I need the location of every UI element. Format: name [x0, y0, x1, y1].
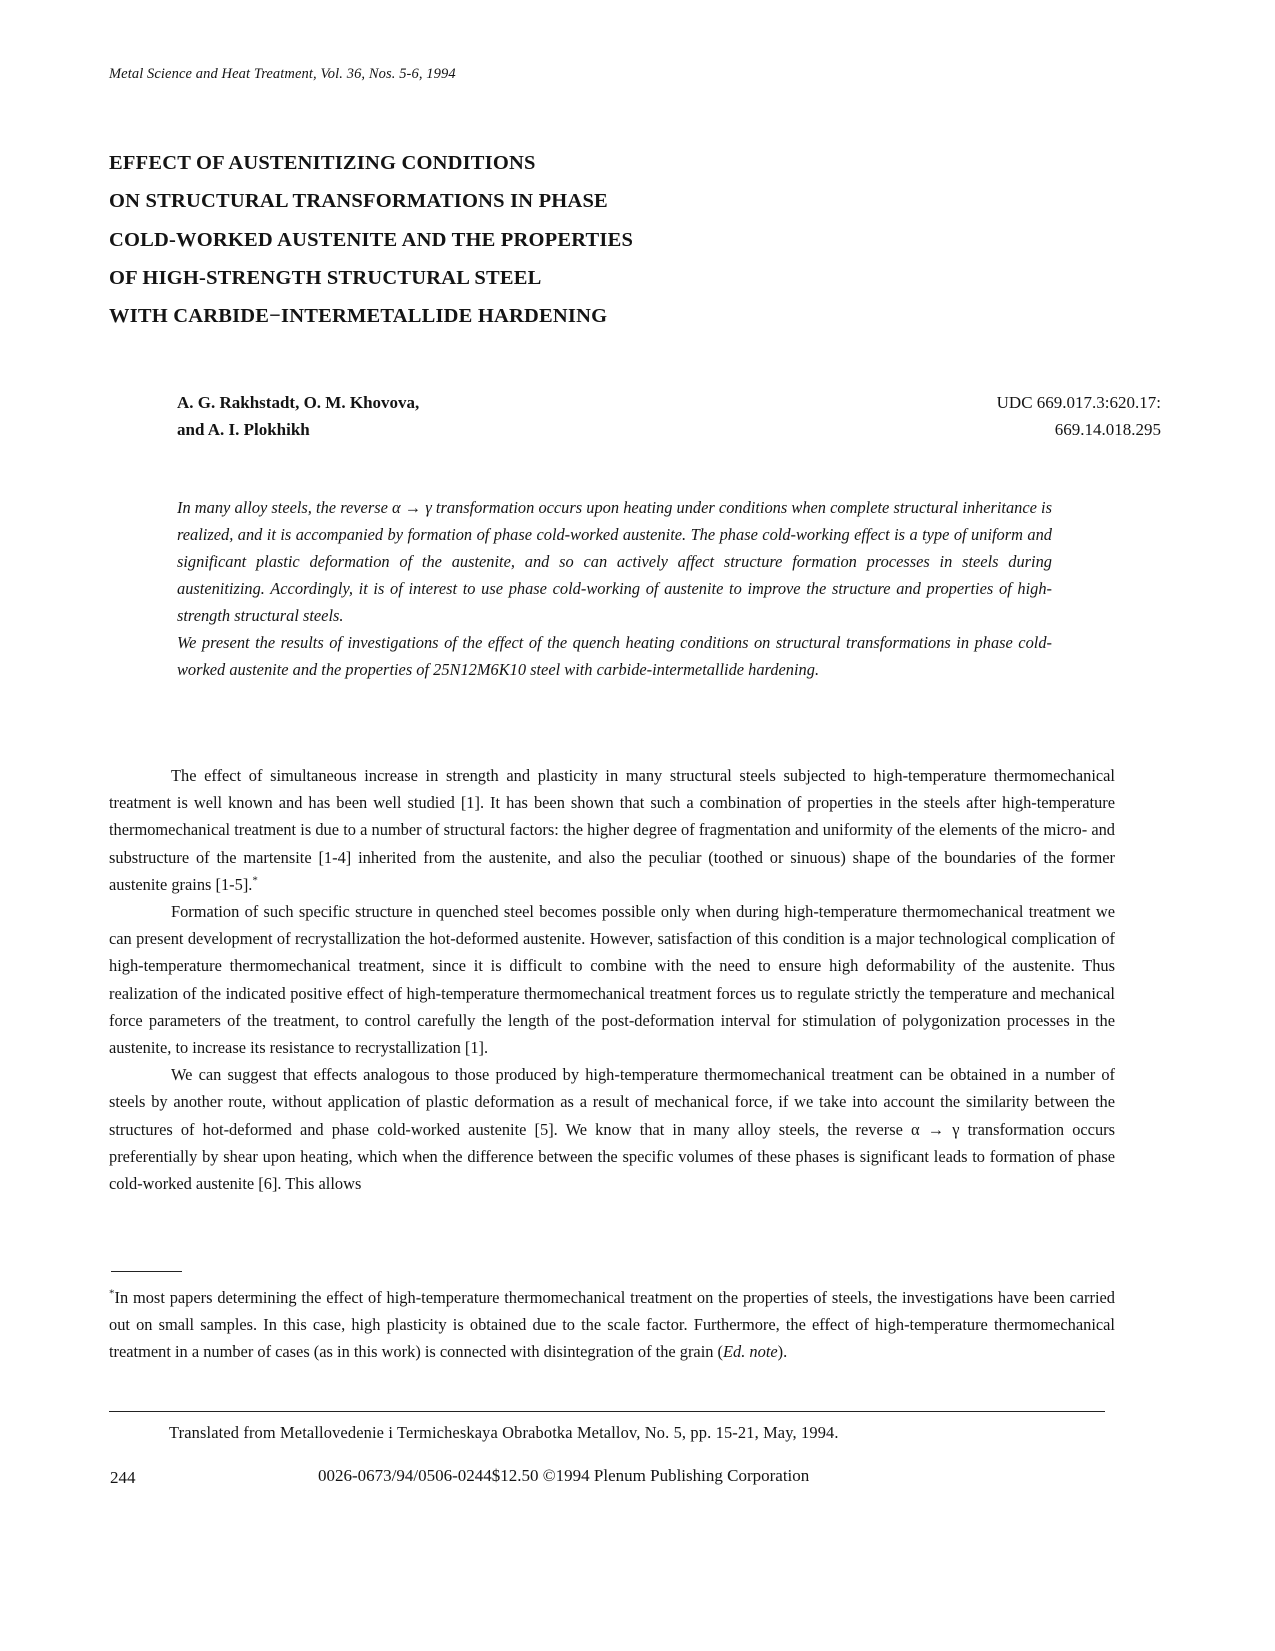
udc-code — [997, 389, 1161, 443]
body-paragraph: Formation of such specific structure in quenched steel becomes possible only when during high-temperature thermomechanical treatment we can present development of recrystallization the hot-deformed austenite. However, satisfaction of this condition is a major technological complication of high-temperature thermomechanical treatment, since it is difficult to combine with the need to ensure high deformability of the austenite. Thus realization of the indicated positive effect of high-temperature thermomechanical treatment forces us to regulate strictly the temperature and mechanical force parameters of the treatment, to control carefully the length of the post-deformation interval for stimulation of polygonization processes in the austenite, to increase its resistance to recrystallization [1]. — [109, 902, 1115, 1058]
body-paragraph — [109, 762, 1115, 898]
title-line: OF HIGH-STRENGTH STRUCTURAL STEEL — [109, 266, 542, 289]
body-paragraph: We can suggest that effects analogous to those produced by high-temperature thermomechanical treatment can be obtained in a number of steels by another route, without application of plastic deformation as a result of mechanical force, if we take into account the similarity between the structures of hot-deformed and phase cold-worked austenite [5]. We know that in many alloy steels, the reverse α → γ transformation occurs preferentially by shear upon heating, which when the difference between the specific volumes of these phases is significant leads to formation of phase cold-worked austenite [6]. This allows — [109, 1065, 1115, 1194]
abstract-paragraph: We present the results of investigations of the effect of the quench heating conditions on structural transformations in phase cold-worked austenite and the properties of 25N12M6K10 steel with carbide-intermetallide hardening. — [177, 633, 1052, 679]
copyright-line: 0026-0673/94/0506-0244$12.50 ©1994 Plenum Publishing Corporation — [318, 1466, 810, 1485]
page-number: 244 — [110, 1468, 136, 1487]
translation-note: Translated from Metallovedenie i Termicheskaya Obrabotka Metallov, No. 5, pp. 15-21, May, 1994. — [169, 1423, 839, 1442]
udc-line: UDC 669.017.3:620.17: — [996, 393, 1161, 412]
authors-line: A. G. Rakhstadt, O. M. Khovova, — [177, 393, 420, 412]
title-line: ON STRUCTURAL TRANSFORMATIONS IN PHASE — [109, 190, 608, 213]
body-text — [109, 762, 1115, 1197]
footnote — [109, 1284, 1115, 1365]
journal-header: Metal Science and Heat Treatment, Vol. 36, Nos. 5-6, 1994 — [109, 66, 456, 82]
authors-line: and A. I. Plokhikh — [177, 420, 310, 439]
bottom-divider — [109, 1411, 1105, 1412]
title-line: WITH CARBIDE−INTERMETALLIDE HARDENING — [109, 305, 608, 328]
title-line: EFFECT OF AUSTENITIZING CONDITIONS — [109, 152, 536, 174]
abstract — [177, 494, 1052, 683]
abstract-paragraph: In many alloy steels, the reverse α → γ transformation occurs upon heating under conditions when complete structural inheritance is realized, and it is accompanied by formation of phase cold-worked austenite. The phase cold-working effect is a type of uniform and significant plastic deformation of the austenite, and so can actively affect structure formation processes in steels during austenitizing. Accordingly, it is of interest to use phase cold-working of austenite to improve the structure and properties of high-strength structural steels. — [177, 498, 1052, 625]
footnote-reference: * — [252, 874, 258, 887]
authors — [177, 389, 419, 443]
editor-note: Ed. note — [723, 1342, 778, 1361]
body-paragraph-text: The effect of simultaneous increase in strength and plasticity in many structural steels subjected to high-temperature thermomechanical treatment is well known and has been well studied [1]. It has been shown that such a combination of properties in the steels after high-temperature thermomechanical treatment is due to a number of structural factors: the higher degree of fragmentation and uniformity of the elements of the micro- and substructure of the martensite [1-4] inherited from the austenite, and also the peculiar (toothed or sinuous) shape of the boundaries of the former austenite grains [1-5]. — [109, 766, 1115, 894]
footnote-divider — [111, 1271, 182, 1272]
footnote-text: In most papers determining the effect of high-temperature thermomechanical treatment on the properties of steels, the investigations have been carried out on small samples. In this case, high plasticity is obtained due to the scale factor. Furthermore, the effect of high-temperature thermomechanical treatment in a number of cases (as in this work) is connected with disintegration of the grain ( — [109, 1288, 1115, 1361]
title-line: COLD-WORKED AUSTENITE AND THE PROPERTIES — [109, 228, 634, 251]
udc-line: 669.14.018.295 — [1054, 420, 1161, 439]
paper-title — [109, 144, 869, 335]
footnote-mark: * — [109, 1287, 115, 1300]
footnote-end: ). — [777, 1342, 788, 1361]
